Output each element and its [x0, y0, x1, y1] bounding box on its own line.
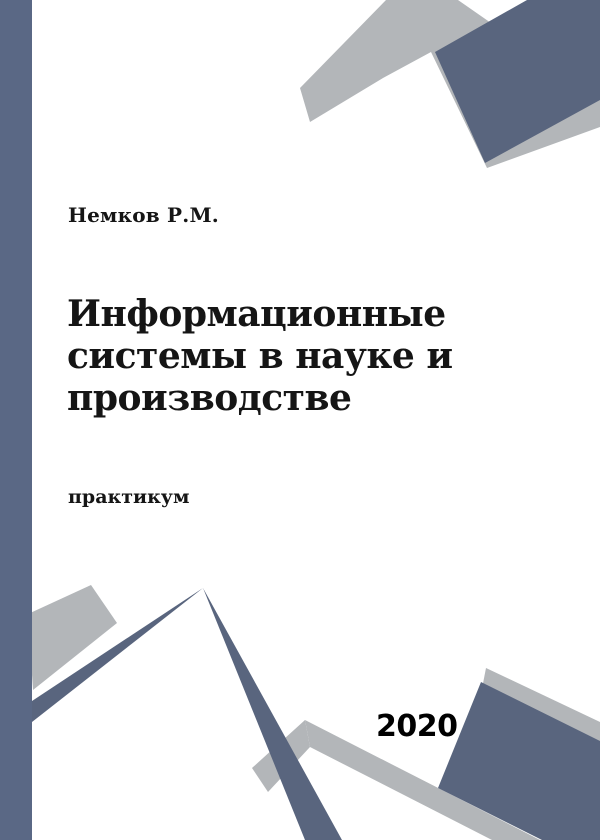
publication-year: 2020	[376, 709, 458, 744]
book-title	[67, 293, 537, 419]
book-title-line-1: Информационные	[67, 293, 446, 335]
subtitle: практикум	[68, 486, 190, 508]
mountain-right-edge-shape	[203, 588, 342, 840]
author-name: Немков Р.М.	[68, 203, 219, 227]
book-title-line-3: производстве	[67, 377, 352, 419]
left-spine-band	[0, 0, 32, 840]
book-title-line-2: системы в науке и	[67, 335, 453, 377]
